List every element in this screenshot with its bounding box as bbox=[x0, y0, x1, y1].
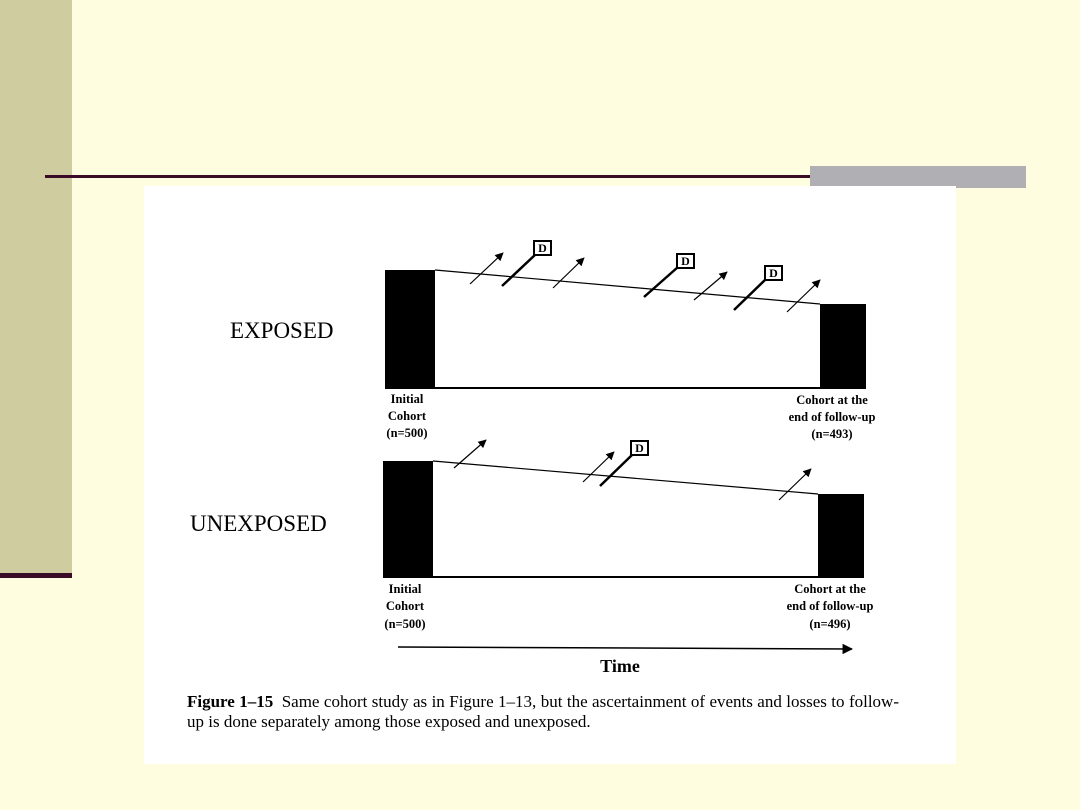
sidebar-rule bbox=[0, 573, 72, 578]
time-arrow bbox=[398, 647, 852, 649]
unexposed-decline-line bbox=[433, 461, 818, 494]
label-line: Initial bbox=[390, 392, 424, 406]
caption-text: Same cohort study as in Figure 1–13, but the ascertainment of events and losses to follow-up is done separately among those exposed and unexposed. bbox=[187, 692, 899, 731]
exposed-loss-arrow bbox=[553, 258, 584, 288]
exposed-final-label bbox=[789, 393, 876, 441]
exposed-loss-arrow bbox=[787, 280, 820, 312]
unexposed-loss-arrow bbox=[779, 469, 811, 500]
unexposed-final-cohort-bar bbox=[818, 494, 864, 577]
label-line: (n=500) bbox=[386, 426, 428, 440]
unexposed-label: UNEXPOSED bbox=[190, 511, 327, 536]
exposed-initial-label bbox=[386, 392, 427, 440]
exposed-event-line bbox=[734, 279, 766, 310]
accent-block bbox=[810, 166, 1026, 188]
label-line: Initial bbox=[388, 582, 422, 596]
label-line: (n=500) bbox=[384, 617, 426, 631]
label-line: Cohort at the bbox=[794, 582, 866, 596]
unexposed-event-label: D bbox=[635, 441, 644, 455]
exposed-initial-cohort-bar bbox=[385, 270, 435, 388]
label-line: end of follow-up bbox=[788, 410, 876, 424]
sidebar-accent bbox=[0, 0, 72, 575]
exposed-panel bbox=[230, 241, 875, 441]
cohort-figure bbox=[144, 186, 956, 764]
exposed-decline-line bbox=[435, 270, 820, 304]
caption-figure-number: Figure 1–15 bbox=[187, 692, 274, 711]
exposed-final-cohort-bar bbox=[820, 304, 866, 388]
exposed-loss-arrow bbox=[470, 253, 503, 284]
figure-caption bbox=[187, 692, 899, 732]
exposed-event-label: D bbox=[769, 266, 778, 280]
label-line: Cohort bbox=[385, 599, 425, 613]
unexposed-final-label bbox=[787, 582, 874, 631]
exposed-event-label: D bbox=[538, 241, 547, 255]
label-line: end of follow-up bbox=[786, 599, 874, 613]
unexposed-panel bbox=[190, 440, 873, 631]
label-line: Cohort at the bbox=[796, 393, 868, 407]
exposed-label: EXPOSED bbox=[230, 318, 334, 343]
label-line: (n=496) bbox=[809, 617, 851, 631]
exposed-event-line bbox=[502, 254, 536, 286]
time-label: Time bbox=[600, 656, 640, 676]
label-line: (n=493) bbox=[811, 427, 853, 441]
cohort-diagram bbox=[144, 186, 956, 764]
exposed-event-label: D bbox=[681, 254, 690, 268]
label-line: Cohort bbox=[387, 409, 427, 423]
unexposed-initial-cohort-bar bbox=[383, 461, 433, 577]
unexposed-event-line bbox=[600, 455, 632, 486]
unexposed-initial-label bbox=[384, 582, 425, 631]
exposed-event-line bbox=[644, 267, 678, 297]
